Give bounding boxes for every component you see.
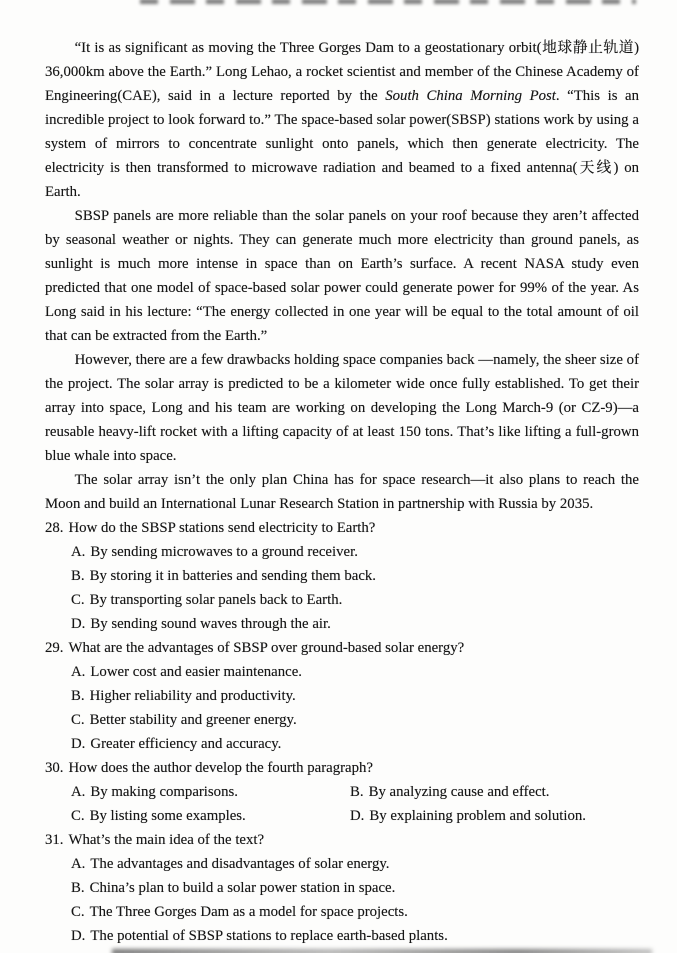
option-29-b xyxy=(71,684,639,708)
option-label: C. xyxy=(71,712,85,728)
option-label: A. xyxy=(71,856,86,872)
option-label: C. xyxy=(71,592,85,608)
passage-paragraph-4: The solar array isn’t the only plan China has for space research—it also plans to reach the Moon and build an International Lunar Research Station in partnership with Russia by 2035. xyxy=(45,472,639,512)
option-text: The potential of SBSP stations to replace earth-based plants. xyxy=(90,928,448,944)
option-text: By analyzing cause and effect. xyxy=(368,784,550,800)
question-29-stem xyxy=(45,636,639,660)
option-text: Greater efficiency and accuracy. xyxy=(90,736,282,752)
option-28-c xyxy=(71,588,639,612)
option-text: By sending sound waves through the air. xyxy=(90,616,331,632)
passage-paragraph-3: However, there are a few drawbacks holding space companies back —namely, the sheer size of the project. The solar array is predicted to be a kilometer wide once fully established. To get their array into space, Long and his team are working on developing the Long March-9 (or CZ-9)—a reusable heavy-lift rocket with a lifting capacity of at least 150 tons. That’s like lifting a full-grown blue whale into space. xyxy=(45,352,639,464)
option-text: By transporting solar panels back to Earth. xyxy=(89,592,343,608)
option-30-b xyxy=(350,780,639,804)
cut-off-text-artifact-top xyxy=(140,0,636,4)
question-text: What are the advantages of SBSP over ground-based solar energy? xyxy=(68,640,465,656)
option-label: D. xyxy=(71,736,86,752)
option-label: D. xyxy=(71,928,86,944)
option-text: Lower cost and easier maintenance. xyxy=(90,664,302,680)
option-text: China’s plan to build a solar power station in space. xyxy=(89,880,396,896)
question-number: 29. xyxy=(45,640,64,656)
option-31-b xyxy=(71,876,639,900)
question-28-options xyxy=(45,540,639,636)
paragraph-1-text-before-italic: “It is as significant as moving the Three Gorges Dam to a geostationary orbit(地球静止轨道) 36,000km above the Earth.” Long Lehao, a rocket scientist and member of the Chinese Academy of Engineering(CAE), said in a lecture reported by the xyxy=(45,40,639,104)
question-28-stem xyxy=(45,516,639,540)
question-text: What’s the main idea of the text? xyxy=(68,832,265,848)
option-text: The Three Gorges Dam as a model for space projects. xyxy=(89,904,408,920)
option-text: Better stability and greener energy. xyxy=(89,712,297,728)
questions-section xyxy=(45,516,639,948)
option-29-d xyxy=(71,732,639,756)
question-29 xyxy=(45,636,639,756)
option-label: B. xyxy=(350,784,364,800)
option-28-d xyxy=(71,612,639,636)
option-31-a xyxy=(71,852,639,876)
option-30-c xyxy=(71,804,350,828)
option-label: A. xyxy=(71,664,86,680)
question-number: 30. xyxy=(45,760,64,776)
option-text: By sending microwaves to a ground receiver. xyxy=(90,544,358,560)
option-label: D. xyxy=(71,616,86,632)
question-30-options xyxy=(45,780,639,828)
option-text: The advantages and disadvantages of solar energy. xyxy=(90,856,390,872)
option-28-a xyxy=(71,540,639,564)
option-label: A. xyxy=(71,544,86,560)
question-text: How does the author develop the fourth paragraph? xyxy=(68,760,373,776)
option-label: B. xyxy=(71,688,85,704)
option-label: C. xyxy=(71,808,85,824)
question-number: 28. xyxy=(45,520,64,536)
option-28-b xyxy=(71,564,639,588)
cut-off-text-artifact-bottom xyxy=(112,949,652,953)
paragraph-1-text-after-italic: . “This is an incredible project to look forward to.” The space-based solar power(SBSP) stations work by using a system of mirrors to concentrate sunlight onto panels, which then generate electricity. The electricity is then transformed to microwave radiation and beamed to a fixed antenna(天线) on Earth. xyxy=(45,88,639,200)
page-content xyxy=(45,36,639,948)
option-31-c xyxy=(71,900,639,924)
question-31 xyxy=(45,828,639,948)
passage-paragraph-1 xyxy=(45,36,639,204)
option-text: By storing it in batteries and sending them back. xyxy=(89,568,377,584)
option-29-a xyxy=(71,660,639,684)
option-30-d xyxy=(350,804,639,828)
question-number: 31. xyxy=(45,832,64,848)
option-label: A. xyxy=(71,784,86,800)
reading-passage xyxy=(45,36,639,516)
question-text: How do the SBSP stations send electricity to Earth? xyxy=(68,520,376,536)
option-text: By making comparisons. xyxy=(90,784,238,800)
option-text: By explaining problem and solution. xyxy=(369,808,586,824)
question-31-stem xyxy=(45,828,639,852)
option-label: B. xyxy=(71,568,85,584)
question-30 xyxy=(45,756,639,828)
option-label: D. xyxy=(350,808,365,824)
option-text: Higher reliability and productivity. xyxy=(89,688,296,704)
question-29-options xyxy=(45,660,639,756)
question-31-options xyxy=(45,852,639,948)
option-29-c xyxy=(71,708,639,732)
option-label: B. xyxy=(71,880,85,896)
option-31-d xyxy=(71,924,639,948)
passage-paragraph-2: SBSP panels are more reliable than the solar panels on your roof because they aren’t affected by seasonal weather or nights. They can generate much more electricity than ground panels, as sunlight is much more intense in space than on Earth’s surface. A recent NASA study even predicted that one model of space-based solar power could generate power for 99% of the year. As Long said in his lecture: “The energy collected in one year will be equal to the total amount of oil that can be extracted from the Earth.” xyxy=(45,208,639,344)
option-30-a xyxy=(71,780,350,804)
question-28 xyxy=(45,516,639,636)
option-text: By listing some examples. xyxy=(89,808,246,824)
option-label: C. xyxy=(71,904,85,920)
question-30-stem xyxy=(45,756,639,780)
newspaper-title-italic: South China Morning Post xyxy=(385,88,556,104)
